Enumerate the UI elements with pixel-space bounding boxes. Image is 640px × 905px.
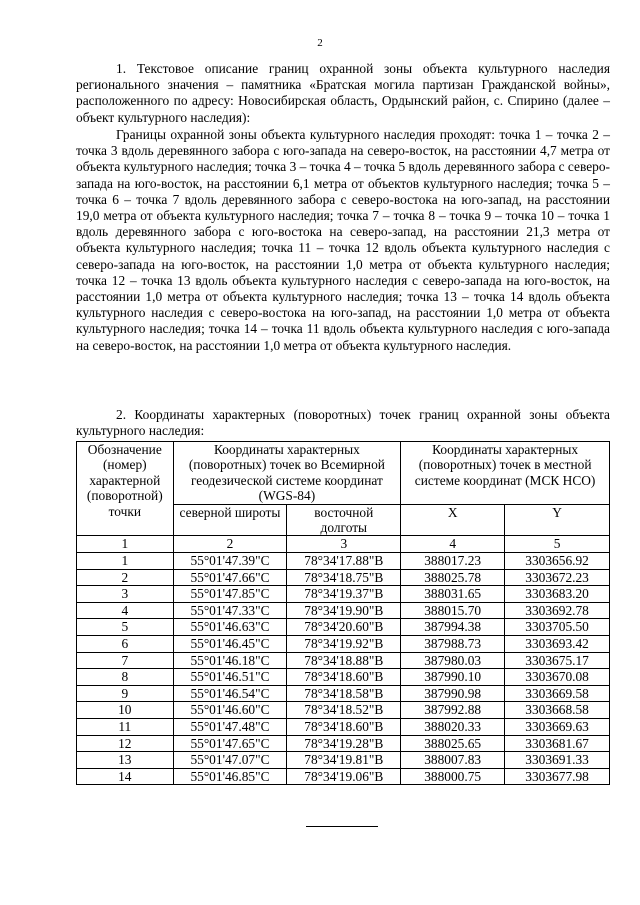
table-row — [77, 752, 610, 769]
y-coordinate-cell: 3303656.92 — [505, 553, 610, 570]
y-coordinate-cell: 3303677.98 — [505, 768, 610, 785]
longitude-cell: 78°34'19.81"В — [287, 752, 401, 769]
y-coordinate-cell: 3303691.33 — [505, 752, 610, 769]
y-coordinate-cell: 3303668.58 — [505, 702, 610, 719]
header-wgs84: Координаты характерных (поворотных) точек во Всемирной геодезической системе координат (WGS-84) — [173, 442, 401, 505]
x-coordinate-cell: 387994.38 — [401, 619, 505, 636]
table-row — [77, 652, 610, 669]
header-y: Y — [505, 504, 610, 536]
table-row — [77, 553, 610, 570]
latitude-cell: 55°01'47.39"С — [173, 553, 287, 570]
table-row — [77, 569, 610, 586]
latitude-cell: 55°01'46.54"С — [173, 685, 287, 702]
latitude-cell: 55°01'47.07"С — [173, 752, 287, 769]
table-row — [77, 636, 610, 653]
longitude-cell: 78°34'19.37"В — [287, 586, 401, 603]
latitude-cell: 55°01'46.45"С — [173, 636, 287, 653]
latitude-cell: 55°01'46.85"С — [173, 768, 287, 785]
latitude-cell: 55°01'47.48"С — [173, 718, 287, 735]
longitude-cell: 78°34'19.06"В — [287, 768, 401, 785]
latitude-cell: 55°01'46.60"С — [173, 702, 287, 719]
header-x: X — [401, 504, 505, 536]
y-coordinate-cell: 3303705.50 — [505, 619, 610, 636]
y-coordinate-cell: 3303692.78 — [505, 602, 610, 619]
x-coordinate-cell: 387992.88 — [401, 702, 505, 719]
table-row — [77, 619, 610, 636]
y-coordinate-cell: 3303683.20 — [505, 586, 610, 603]
header-msk-nso: Координаты характерных (поворотных) точек в местной системе координат (МСК НСО) — [401, 442, 610, 505]
point-number-cell: 10 — [77, 702, 174, 719]
y-coordinate-cell: 3303669.58 — [505, 685, 610, 702]
table-row — [77, 586, 610, 603]
x-coordinate-cell: 388031.65 — [401, 586, 505, 603]
x-coordinate-cell: 388007.83 — [401, 752, 505, 769]
paragraph-coordinates-intro: 2. Координаты характерных (поворотных) точек границ охранной зоны объекта культурного наследия: — [76, 407, 610, 439]
column-number: 3 — [287, 536, 401, 553]
column-number: 2 — [173, 536, 287, 553]
longitude-cell: 78°34'19.92"В — [287, 636, 401, 653]
column-number: 1 — [77, 536, 174, 553]
x-coordinate-cell: 387990.98 — [401, 685, 505, 702]
point-number-cell: 7 — [77, 652, 174, 669]
x-coordinate-cell: 388017.23 — [401, 553, 505, 570]
header-latitude: северной широты — [173, 504, 287, 536]
x-coordinate-cell: 388025.65 — [401, 735, 505, 752]
point-number-cell: 4 — [77, 602, 174, 619]
point-number-cell: 13 — [77, 752, 174, 769]
y-coordinate-cell: 3303681.67 — [505, 735, 610, 752]
x-coordinate-cell: 387988.73 — [401, 636, 505, 653]
longitude-cell: 78°34'20.60"В — [287, 619, 401, 636]
y-coordinate-cell: 3303693.42 — [505, 636, 610, 653]
table-row — [77, 685, 610, 702]
latitude-cell: 55°01'46.63"С — [173, 619, 287, 636]
latitude-cell: 55°01'47.33"С — [173, 602, 287, 619]
column-number: 4 — [401, 536, 505, 553]
header-designation: Обозначение (номер) характерной (поворотной) точки — [77, 442, 174, 536]
longitude-cell: 78°34'17.88"В — [287, 553, 401, 570]
bottom-divider — [306, 826, 378, 827]
point-number-cell: 3 — [77, 586, 174, 603]
longitude-cell: 78°34'18.58"В — [287, 685, 401, 702]
paragraph-boundary-description-intro: 1. Текстовое описание границ охранной зоны объекта культурного наследия регионального значения – памятника «Братская могила партизан Гражданской войны», расположенного по адресу: Новосибирская область, Ордынский район, с. Спирино (далее – объект культурного наследия): — [76, 61, 610, 125]
x-coordinate-cell: 388025.78 — [401, 569, 505, 586]
point-number-cell: 6 — [77, 636, 174, 653]
y-coordinate-cell: 3303675.17 — [505, 652, 610, 669]
x-coordinate-cell: 387990.10 — [401, 669, 505, 686]
point-number-cell: 2 — [77, 569, 174, 586]
table-row — [77, 702, 610, 719]
longitude-cell: 78°34'18.60"В — [287, 669, 401, 686]
x-coordinate-cell: 388020.33 — [401, 718, 505, 735]
x-coordinate-cell: 388015.70 — [401, 602, 505, 619]
point-number-cell: 12 — [77, 735, 174, 752]
longitude-cell: 78°34'19.28"В — [287, 735, 401, 752]
table-row — [77, 735, 610, 752]
coordinates-table — [76, 441, 610, 785]
y-coordinate-cell: 3303672.23 — [505, 569, 610, 586]
latitude-cell: 55°01'46.18"С — [173, 652, 287, 669]
longitude-cell: 78°34'18.52"В — [287, 702, 401, 719]
point-number-cell: 14 — [77, 768, 174, 785]
point-number-cell: 11 — [77, 718, 174, 735]
latitude-cell: 55°01'47.66"С — [173, 569, 287, 586]
table-row — [77, 768, 610, 785]
longitude-cell: 78°34'18.88"В — [287, 652, 401, 669]
x-coordinate-cell: 387980.03 — [401, 652, 505, 669]
point-number-cell: 8 — [77, 669, 174, 686]
header-longitude: восточной долготы — [287, 504, 401, 536]
paragraph-boundary-points: Границы охранной зоны объекта культурного наследия проходят: точка 1 – точка 2 – точка 3 вдоль деревянного забора с юго-запада на северо-восток, на расстоянии 4,7 метра от объекта культурного наследия; точка 3 – точка 4 – точка 5 вдоль деревянного забора с северо-запада на юго-восток, на расстоянии 6,1 метра от объектов культурного наследия; точка 5 – точка 6 – точка 7 вдоль деревянного забора с северо-востока на юго-запад, на расстоянии 19,0 метра от объекта культурного наследия; точка 7 – точка 8 – точка 9 – точка 10 – точка 1 вдоль деревянного забора с юго-востока на северо-запад, на расстоянии 21,3 метра от объекта культурного наследия; точка 11 – точка 12 вдоль объекта культурного наследия с северо-запада на юго-восток, на расстоянии 1,0 метра от объекта культурного наследия; точка 12 – точка 13 вдоль объекта культурного наследия с северо-запада на юго-восток, на расстоянии 1,0 метра от объекта культурного наследия; точка 13 – точка 14 вдоль объекта культурного наследия с северо-востока на юго-запад, на расстоянии 1,0 метра от объекта культурного наследия; точка 14 – точка 11 вдоль объекта культурного наследия с юго-запада на северо-восток, на расстоянии 1,0 метра от объекта культурного наследия. — [76, 127, 610, 353]
y-coordinate-cell: 3303670.08 — [505, 669, 610, 686]
table-row — [77, 669, 610, 686]
latitude-cell: 55°01'47.85"С — [173, 586, 287, 603]
point-number-cell: 1 — [77, 553, 174, 570]
page-number: 2 — [317, 37, 323, 49]
longitude-cell: 78°34'19.90"В — [287, 602, 401, 619]
x-coordinate-cell: 388000.75 — [401, 768, 505, 785]
point-number-cell: 9 — [77, 685, 174, 702]
y-coordinate-cell: 3303669.63 — [505, 718, 610, 735]
latitude-cell: 55°01'46.51"С — [173, 669, 287, 686]
column-numbering-row — [77, 536, 610, 553]
table-row — [77, 718, 610, 735]
longitude-cell: 78°34'18.75"В — [287, 569, 401, 586]
point-number-cell: 5 — [77, 619, 174, 636]
longitude-cell: 78°34'18.60"В — [287, 718, 401, 735]
column-number: 5 — [505, 536, 610, 553]
table-row — [77, 602, 610, 619]
latitude-cell: 55°01'47.65"С — [173, 735, 287, 752]
